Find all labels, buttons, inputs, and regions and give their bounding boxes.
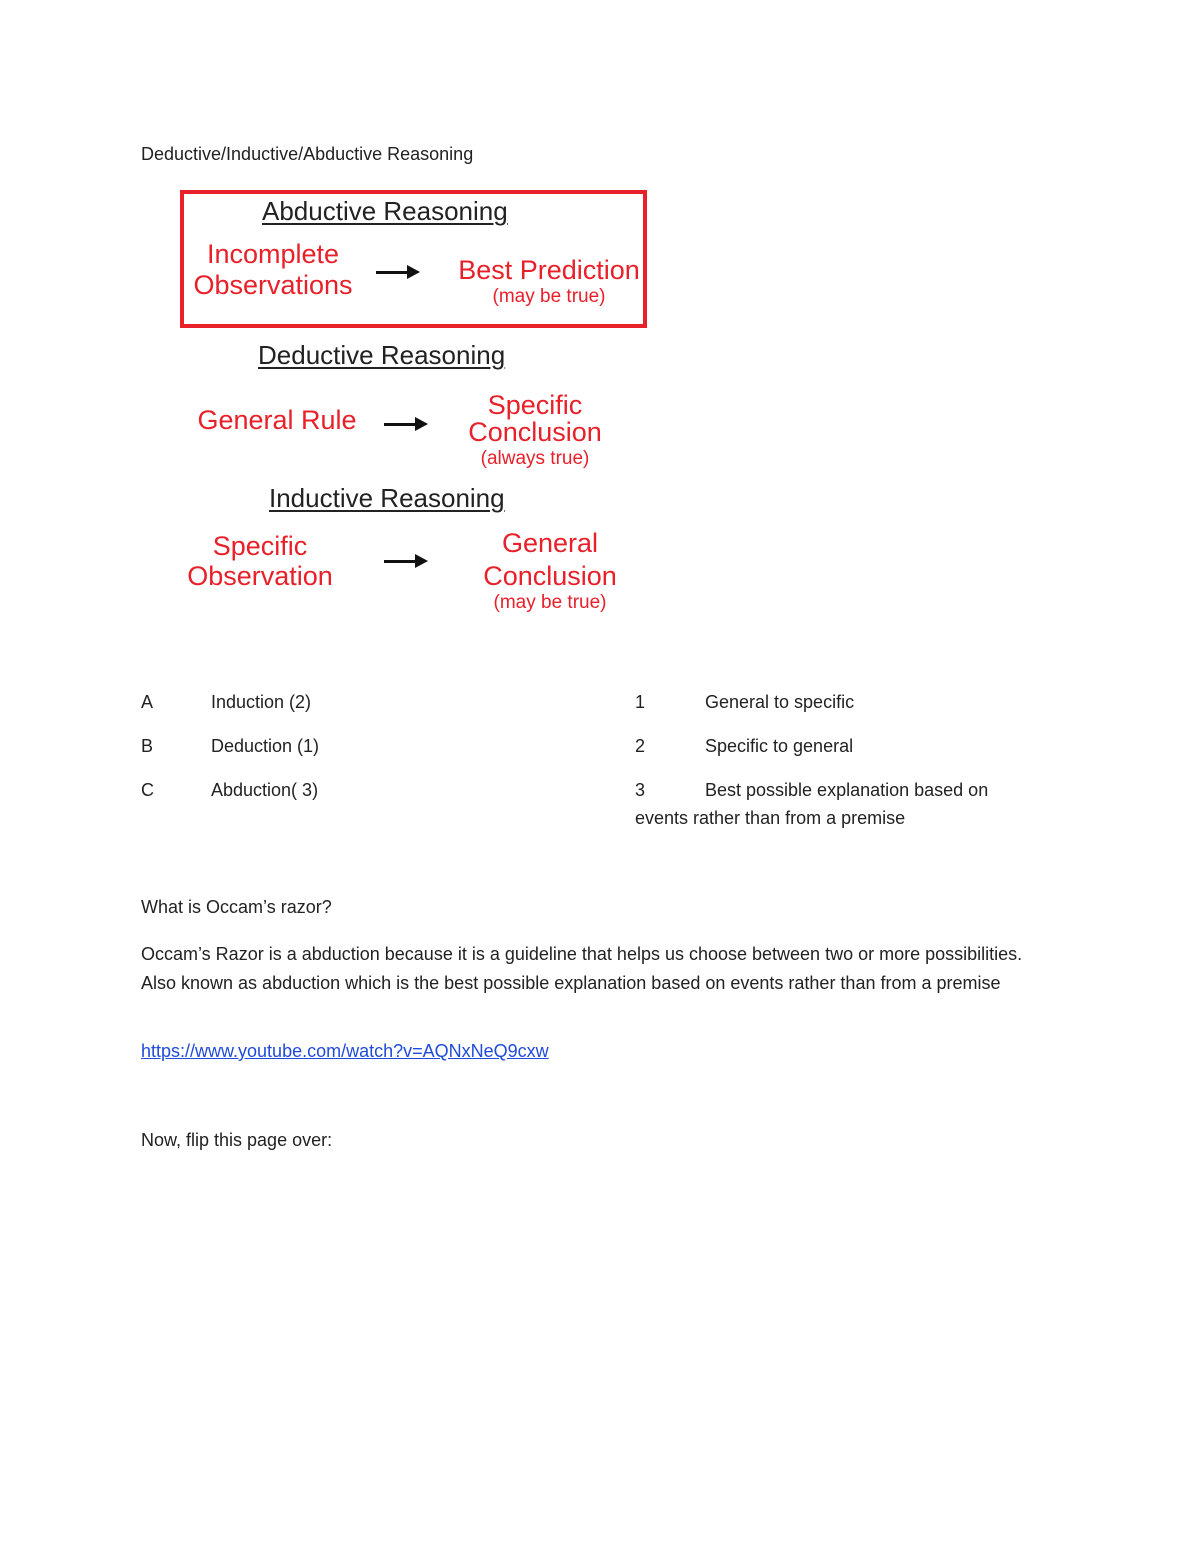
match-term: Deduction (1): [211, 736, 320, 756]
match-definition: Specific to general: [705, 736, 854, 756]
abductive-output: Best Prediction: [458, 255, 640, 285]
inductive-output-line2: Conclusion: [483, 561, 617, 591]
deductive-heading: Deductive Reasoning: [258, 340, 506, 370]
inductive-heading: Inductive Reasoning: [269, 483, 505, 513]
closing-note: Now, flip this page over:: [141, 1130, 333, 1150]
match-term: Induction (2): [211, 692, 312, 712]
match-number: 2: [635, 736, 646, 756]
deductive-input: General Rule: [197, 405, 357, 435]
abductive-input-line2: Observations: [193, 270, 353, 300]
reasoning-diagram: [140, 180, 680, 630]
abductive-input-line1: Incomplete: [206, 239, 340, 269]
abductive-output-note: (may be true): [492, 286, 606, 307]
match-letter: C: [141, 780, 154, 800]
inductive-output-line1: General: [501, 528, 599, 558]
match-definition-continuation: events rather than from a premise: [635, 808, 906, 828]
abductive-heading: Abductive Reasoning: [262, 196, 508, 226]
inductive-output-note: (may be true): [493, 592, 607, 613]
deductive-output-line1: Specific: [487, 390, 583, 420]
inductive-input-line2: Observation: [187, 561, 333, 591]
answer-paragraph: Occam’s Razor is a abduction because it is a guideline that helps us choose between two or more possibilities. Also known as abduction which is the best possible explanation based on events rather than from a premise: [141, 944, 1023, 993]
abductive-arrow-icon: [376, 264, 420, 280]
deductive-output-line2: Conclusion: [468, 417, 602, 447]
question: What is Occam’s razor?: [141, 897, 332, 917]
document-title: Deductive/Inductive/Abductive Reasoning: [141, 144, 474, 164]
inductive-arrow-icon: [384, 553, 428, 569]
match-number: 1: [635, 692, 646, 712]
match-definition: Best possible explanation based on: [705, 780, 989, 800]
inductive-input-line1: Specific: [212, 531, 308, 561]
deductive-arrow-icon: [384, 416, 428, 432]
match-definition: General to specific: [705, 692, 855, 712]
deductive-output-note: (always true): [480, 448, 590, 469]
video-link[interactable]: https://www.youtube.com/watch?v=AQNxNeQ9cxw: [141, 1041, 549, 1061]
match-term: Abduction( 3): [211, 780, 319, 800]
match-letter: B: [141, 736, 154, 756]
match-letter: A: [141, 692, 154, 712]
match-number: 3: [635, 780, 646, 800]
